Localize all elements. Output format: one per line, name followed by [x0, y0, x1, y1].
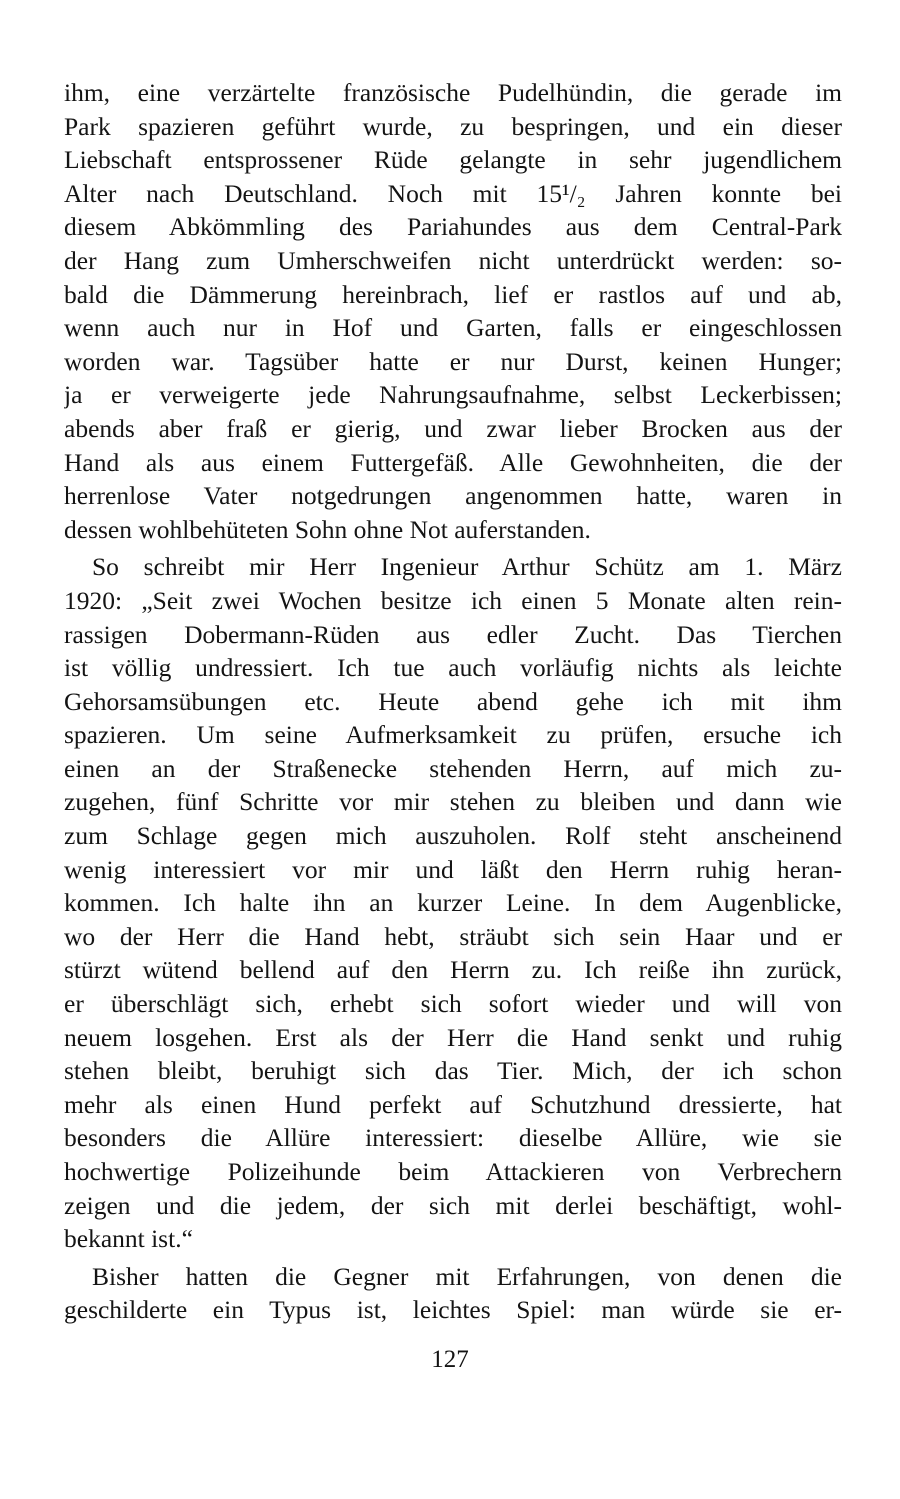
text-line: worden war. Tagsüber hatte er nur Durst, keinen Hunger;	[64, 346, 842, 376]
text-line: Bisher hatten die Gegner mit Erfahrungen, von denen die	[92, 1261, 842, 1291]
page-number: 127	[431, 1346, 469, 1373]
paragraph-2	[64, 550, 842, 1255]
text-line: Hand als aus einem Futtergefäß. Alle Gewohnheiten, die der	[64, 447, 842, 477]
text-line: ist völlig undressiert. Ich tue auch vorläufig nichts als leichte	[64, 653, 842, 683]
text-line: stehen bleibt, beruhigt sich das Tier. Mich, der ich schon	[64, 1056, 842, 1086]
text-line: hochwertige Polizeihunde beim Attackieren von Verbrechern	[64, 1157, 842, 1186]
text-line: diesem Abkömmling des Pariahundes aus dem Central-Park	[64, 212, 842, 242]
text-line: ihm, eine verzärtelte französische Pudelhündin, die gerade im	[64, 78, 842, 107]
text-line: wo der Herr die Hand hebt, sträubt sich sein Haar und er	[64, 921, 842, 951]
text-line: abends aber fraß er gierig, und zwar lieber Brocken aus der	[64, 413, 842, 443]
text-line: zeigen und die jedem, der sich mit derlei beschäftigt, wohl-	[64, 1190, 842, 1220]
text-line: wenn auch nur in Hof und Garten, falls er eingeschlossen	[64, 313, 842, 343]
text-line: 1920: „Seit zwei Wochen besitze ich einen 5 Monate alten rein-	[64, 585, 842, 615]
text-line: besonders die Allüre interessiert: dieselbe Allüre, wie sie	[64, 1123, 842, 1153]
text-line: Gehorsamsübungen etc. Heute abend gehe ich mit ihm	[64, 686, 842, 716]
text-line: stürzt wütend bellend auf den Herrn zu. Ich reiße ihn zurück,	[64, 955, 842, 985]
text-line: Park spazieren geführt wurde, zu bespringen, und ein dieser	[64, 111, 842, 141]
text-line: zugehen, fünf Schritte vor mir stehen zu bleiben und dann wie	[64, 787, 842, 817]
text-line: der Hang zum Umherschweifen nicht unterdrückt werden: so-	[64, 245, 842, 275]
text-line: spazieren. Um seine Aufmerksamkeit zu prüfen, ersuche ich	[64, 720, 842, 750]
text-line: bekannt ist.“	[64, 1224, 193, 1254]
text-line: rassigen Dobermann-Rüden aus edler Zucht. Das Tierchen	[64, 619, 842, 649]
text-line: mehr als einen Hund perfekt auf Schutzhund dressierte, hat	[64, 1089, 842, 1119]
text-line: neuem losgehen. Erst als der Herr die Hand senkt und ruhig	[64, 1022, 842, 1052]
text-line: er überschlägt sich, erhebt sich sofort wieder und will von	[64, 989, 842, 1019]
text-line: ja er verweigerte jede Nahrungsaufnahme, selbst Leckerbissen;	[64, 380, 842, 410]
text-line: herrenlose Vater notgedrungen angenommen hatte, waren in	[64, 481, 842, 511]
text-line: Alter nach Deutschland. Noch mit 15¹/₂ Jahren konnte bei	[64, 178, 842, 208]
text-line: bald die Dämmerung hereinbrach, lief er rastlos auf und ab,	[64, 279, 842, 309]
text-line: Liebschaft entsprossener Rüde gelangte in sehr jugendlichem	[64, 145, 842, 175]
paragraph-1	[64, 76, 842, 546]
text-line: kommen. Ich halte ihn an kurzer Leine. In dem Augenblicke,	[64, 888, 842, 918]
text-line: geschilderte ein Typus ist, leichtes Spiel: man würde sie er-	[64, 1295, 842, 1325]
body-text	[64, 76, 842, 1327]
text-line: So schreibt mir Herr Ingenieur Arthur Schütz am 1. März	[92, 552, 842, 582]
text-line: zum Schlage gegen mich auszuholen. Rolf steht anscheinend	[64, 821, 842, 851]
text-line: wenig interessiert vor mir und läßt den Herrn ruhig heran-	[64, 854, 842, 884]
paragraph-3	[64, 1260, 842, 1327]
text-line: einen an der Straßenecke stehenden Herrn, auf mich zu-	[64, 753, 842, 783]
text-line: dessen wohlbehüteten Sohn ohne Not auferstanden.	[64, 514, 591, 544]
